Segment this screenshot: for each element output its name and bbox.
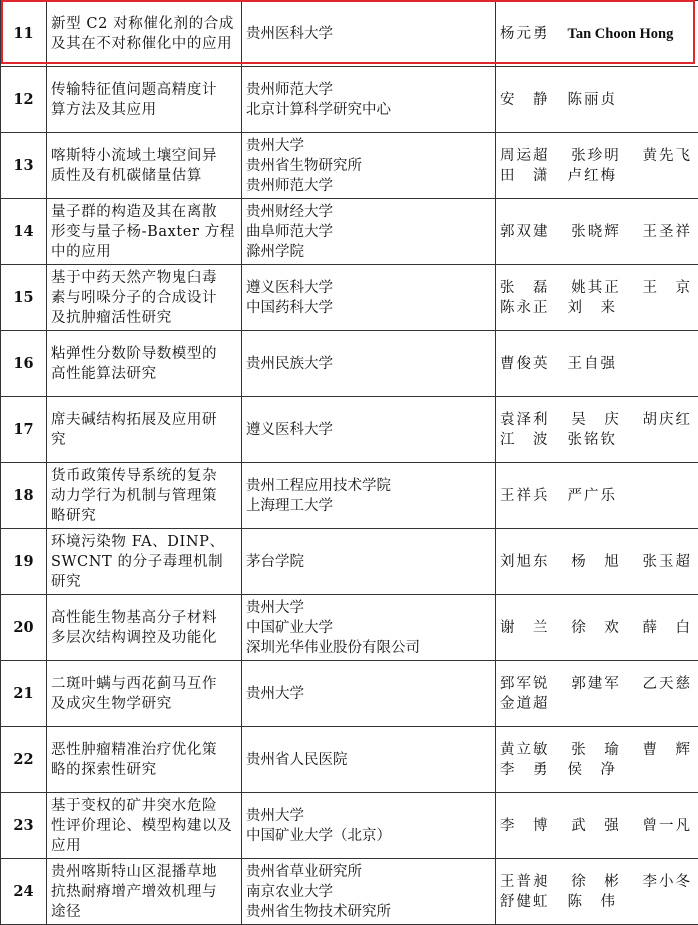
authors-line xyxy=(500,872,692,892)
institution-name: 滁州学院 xyxy=(246,242,491,262)
table-row xyxy=(1,133,698,199)
authors-line xyxy=(500,740,692,760)
institution-name: 遵义医科大学 xyxy=(246,420,491,440)
institution-name: 深圳光华伟业股份有限公司 xyxy=(246,638,491,658)
author-name: 徐 欢 xyxy=(571,618,621,638)
authors-line xyxy=(500,298,692,318)
author-name: 张 瑜 xyxy=(571,740,621,760)
project-title-line: 算方法及其应用 xyxy=(51,100,237,120)
author-name: 陈 伟 xyxy=(568,892,618,912)
authors-line xyxy=(500,24,692,44)
project-title-line: 二斑叶螨与西花蓟马互作 xyxy=(51,674,237,694)
award-table-body xyxy=(1,1,698,925)
authors-line xyxy=(500,146,692,166)
author-name: 黄立敏 xyxy=(500,740,550,760)
institution-cell xyxy=(242,793,496,859)
project-title-line: 席夫碱结构拓展及应用研 xyxy=(51,410,237,430)
institution-cell xyxy=(242,199,496,265)
institution-name: 贵州大学 xyxy=(246,598,491,618)
table-row xyxy=(1,199,698,265)
table-row xyxy=(1,67,698,133)
author-name: 张晓辉 xyxy=(571,222,621,242)
authors-line xyxy=(500,674,692,694)
institution-name: 贵州省人民医院 xyxy=(246,750,491,770)
institution-name: 贵州医科大学 xyxy=(246,24,491,44)
author-name: Tan Choon Hong xyxy=(568,24,674,44)
row-number: 21 xyxy=(1,661,47,727)
author-name: 王 京 xyxy=(643,278,693,298)
authors-cell xyxy=(496,529,698,595)
row-number: 23 xyxy=(1,793,47,859)
authors-line xyxy=(500,760,692,780)
author-name: 吴 庆 xyxy=(571,410,621,430)
project-title-line: 高性能生物基高分子材料 xyxy=(51,608,237,628)
institution-name: 中国矿业大学（北京） xyxy=(246,826,491,846)
project-title-cell xyxy=(47,265,242,331)
authors-line xyxy=(500,278,692,298)
project-title-cell xyxy=(47,793,242,859)
author-name: 张铭钦 xyxy=(568,430,618,450)
authors-line xyxy=(500,618,692,638)
authors-line xyxy=(500,222,692,242)
author-name: 武 强 xyxy=(571,816,621,836)
project-title-line: 中的应用 xyxy=(51,242,237,262)
institution-name: 中国矿业大学 xyxy=(246,618,491,638)
row-number: 24 xyxy=(1,859,47,925)
author-name: 薛 白 xyxy=(643,618,693,638)
institution-name: 贵州大学 xyxy=(246,684,491,704)
author-name: 张珍明 xyxy=(571,146,621,166)
authors-cell xyxy=(496,397,698,463)
authors-line xyxy=(500,816,692,836)
authors-cell xyxy=(496,133,698,199)
institution-name: 中国药科大学 xyxy=(246,298,491,318)
row-number: 20 xyxy=(1,595,47,661)
project-title-cell xyxy=(47,133,242,199)
institution-name: 贵州师范大学 xyxy=(246,80,491,100)
table-row xyxy=(1,463,698,529)
project-title-line: 及抗肿瘤活性研究 xyxy=(51,308,237,328)
project-title-line: 粘弹性分数阶导数模型的 xyxy=(51,344,237,364)
institution-name: 贵州民族大学 xyxy=(246,354,491,374)
author-name: 李 博 xyxy=(500,816,550,836)
table-row xyxy=(1,859,698,925)
project-title-line: 贵州喀斯特山区混播草地 xyxy=(51,862,237,882)
authors-line xyxy=(500,892,692,912)
author-name: 徐 彬 xyxy=(571,872,621,892)
project-title-line: 多层次结构调控及功能化 xyxy=(51,628,237,648)
author-name: 李 勇 xyxy=(500,760,550,780)
authors-cell xyxy=(496,463,698,529)
institution-name: 茅台学院 xyxy=(246,552,491,572)
authors-cell xyxy=(496,265,698,331)
project-title-line: 素与吲哚分子的合成设计 xyxy=(51,288,237,308)
project-title-line: 恶性肿瘤精准治疗优化策 xyxy=(51,740,237,760)
institution-name: 上海理工大学 xyxy=(246,496,491,516)
authors-cell xyxy=(496,331,698,397)
author-name: 曹 辉 xyxy=(643,740,693,760)
table-row xyxy=(1,595,698,661)
authors-line xyxy=(500,694,692,714)
author-name: 张 磊 xyxy=(500,278,550,298)
author-name: 郅军锐 xyxy=(500,674,550,694)
author-name: 曾一凡 xyxy=(643,816,693,836)
author-name: 王普昶 xyxy=(500,872,550,892)
authors-line xyxy=(500,90,692,110)
author-name: 李小冬 xyxy=(643,872,693,892)
institution-name: 贵州工程应用技术学院 xyxy=(246,476,491,496)
row-number: 16 xyxy=(1,331,47,397)
author-name: 卢红梅 xyxy=(568,166,618,186)
institution-name: 贵州省草业研究所 xyxy=(246,862,491,882)
author-name: 陈丽贞 xyxy=(568,90,618,110)
authors-cell xyxy=(496,859,698,925)
project-title-line: 途径 xyxy=(51,902,237,922)
author-name: 王祥兵 xyxy=(500,486,550,506)
author-name: 郭建军 xyxy=(571,674,621,694)
author-name: 胡庆红 xyxy=(643,410,693,430)
authors-line xyxy=(500,410,692,430)
project-title-line: 略研究 xyxy=(51,506,237,526)
row-number: 17 xyxy=(1,397,47,463)
institution-cell xyxy=(242,265,496,331)
project-title-line: 动力学行为机制与管理策 xyxy=(51,486,237,506)
project-title-cell xyxy=(47,529,242,595)
author-name: 黄先飞 xyxy=(643,146,693,166)
author-name: 刘 来 xyxy=(568,298,618,318)
project-title-line: 量子群的构造及其在离散 xyxy=(51,202,237,222)
project-title-line: SWCNT 的分子毒理机制 xyxy=(51,552,237,572)
institution-cell xyxy=(242,397,496,463)
author-name: 刘旭东 xyxy=(500,552,550,572)
institution-name: 贵州财经大学 xyxy=(246,202,491,222)
author-name: 王自强 xyxy=(568,354,618,374)
author-name: 周运超 xyxy=(500,146,550,166)
institution-cell xyxy=(242,529,496,595)
project-title-cell xyxy=(47,595,242,661)
table-row xyxy=(1,661,698,727)
row-number: 19 xyxy=(1,529,47,595)
project-title-cell xyxy=(47,859,242,925)
project-title-line: 略的探索性研究 xyxy=(51,760,237,780)
institution-name: 贵州大学 xyxy=(246,136,491,156)
project-title-line: 货币政策传导系统的复杂 xyxy=(51,466,237,486)
project-title-cell xyxy=(47,397,242,463)
authors-cell xyxy=(496,199,698,265)
project-title-line: 新型 C2 对称催化剂的合成 xyxy=(51,14,237,34)
author-name: 江 波 xyxy=(500,430,550,450)
authors-line xyxy=(500,166,692,186)
authors-line xyxy=(500,486,692,506)
project-title-cell xyxy=(47,661,242,727)
row-number: 13 xyxy=(1,133,47,199)
project-title-line: 高性能算法研究 xyxy=(51,364,237,384)
authors-cell xyxy=(496,727,698,793)
institution-name: 贵州师范大学 xyxy=(246,176,491,196)
table-row xyxy=(1,1,698,67)
project-title-line: 质性及有机碳储量估算 xyxy=(51,166,237,186)
project-title-line: 应用 xyxy=(51,836,237,856)
institution-cell xyxy=(242,463,496,529)
author-name: 杨元勇 xyxy=(500,24,550,44)
institution-cell xyxy=(242,133,496,199)
author-name: 乙天慈 xyxy=(643,674,693,694)
project-title-line: 传输特征值问题高精度计 xyxy=(51,80,237,100)
author-name: 姚其正 xyxy=(571,278,621,298)
author-name: 舒健虹 xyxy=(500,892,550,912)
institution-name: 遵义医科大学 xyxy=(246,278,491,298)
table-row xyxy=(1,793,698,859)
author-name: 张玉超 xyxy=(643,552,693,572)
table-row xyxy=(1,265,698,331)
table-row xyxy=(1,727,698,793)
author-name: 侯 净 xyxy=(568,760,618,780)
institution-name: 贵州大学 xyxy=(246,806,491,826)
institution-cell xyxy=(242,1,496,67)
row-number: 15 xyxy=(1,265,47,331)
author-name: 谢 兰 xyxy=(500,618,550,638)
authors-line xyxy=(500,354,692,374)
author-name: 陈永正 xyxy=(500,298,550,318)
project-title-line: 究 xyxy=(51,430,237,450)
project-title-line: 抗热耐瘠增产增效机理与 xyxy=(51,882,237,902)
author-name: 金道超 xyxy=(500,694,550,714)
institution-cell xyxy=(242,727,496,793)
authors-cell xyxy=(496,793,698,859)
project-title-line: 研究 xyxy=(51,572,237,592)
authors-cell xyxy=(496,661,698,727)
institution-cell xyxy=(242,331,496,397)
authors-cell xyxy=(496,595,698,661)
project-title-cell xyxy=(47,1,242,67)
project-title-cell xyxy=(47,727,242,793)
institution-cell xyxy=(242,661,496,727)
author-name: 郭双建 xyxy=(500,222,550,242)
institution-name: 贵州省生物研究所 xyxy=(246,156,491,176)
project-title-line: 形变与量子杨-Baxter 方程 xyxy=(51,222,237,242)
row-number: 22 xyxy=(1,727,47,793)
table-row xyxy=(1,529,698,595)
project-title-line: 喀斯特小流域土壤空间异 xyxy=(51,146,237,166)
authors-cell xyxy=(496,1,698,67)
project-title-line: 环境污染物 FA、DINP、 xyxy=(51,532,237,552)
authors-line xyxy=(500,552,692,572)
author-name: 田 潇 xyxy=(500,166,550,186)
project-title-line: 基于变权的矿井突水危险 xyxy=(51,796,237,816)
author-name: 曹俊英 xyxy=(500,354,550,374)
institution-cell xyxy=(242,595,496,661)
author-name: 袁泽利 xyxy=(500,410,550,430)
institution-name: 曲阜师范大学 xyxy=(246,222,491,242)
project-title-line: 及成灾生物学研究 xyxy=(51,694,237,714)
author-name: 安 静 xyxy=(500,90,550,110)
project-title-cell xyxy=(47,67,242,133)
institution-name: 北京计算科学研究中心 xyxy=(246,100,491,120)
row-number: 14 xyxy=(1,199,47,265)
project-title-line: 基于中药天然产物鬼臼毒 xyxy=(51,268,237,288)
authors-cell xyxy=(496,67,698,133)
project-title-cell xyxy=(47,331,242,397)
project-title-cell xyxy=(47,199,242,265)
row-number: 11 xyxy=(1,1,47,67)
authors-line xyxy=(500,430,692,450)
author-name: 王圣祥 xyxy=(643,222,693,242)
project-title-cell xyxy=(47,463,242,529)
project-title-line: 及其在不对称催化中的应用 xyxy=(51,34,237,54)
row-number: 18 xyxy=(1,463,47,529)
institution-cell xyxy=(242,859,496,925)
author-name: 杨 旭 xyxy=(571,552,621,572)
author-name: 严广乐 xyxy=(568,486,618,506)
institution-name: 贵州省生物技术研究所 xyxy=(246,902,491,922)
institution-cell xyxy=(242,67,496,133)
row-number: 12 xyxy=(1,67,47,133)
table-row xyxy=(1,331,698,397)
table-row xyxy=(1,397,698,463)
institution-name: 南京农业大学 xyxy=(246,882,491,902)
project-title-line: 性评价理论、模型构建以及 xyxy=(51,816,237,836)
